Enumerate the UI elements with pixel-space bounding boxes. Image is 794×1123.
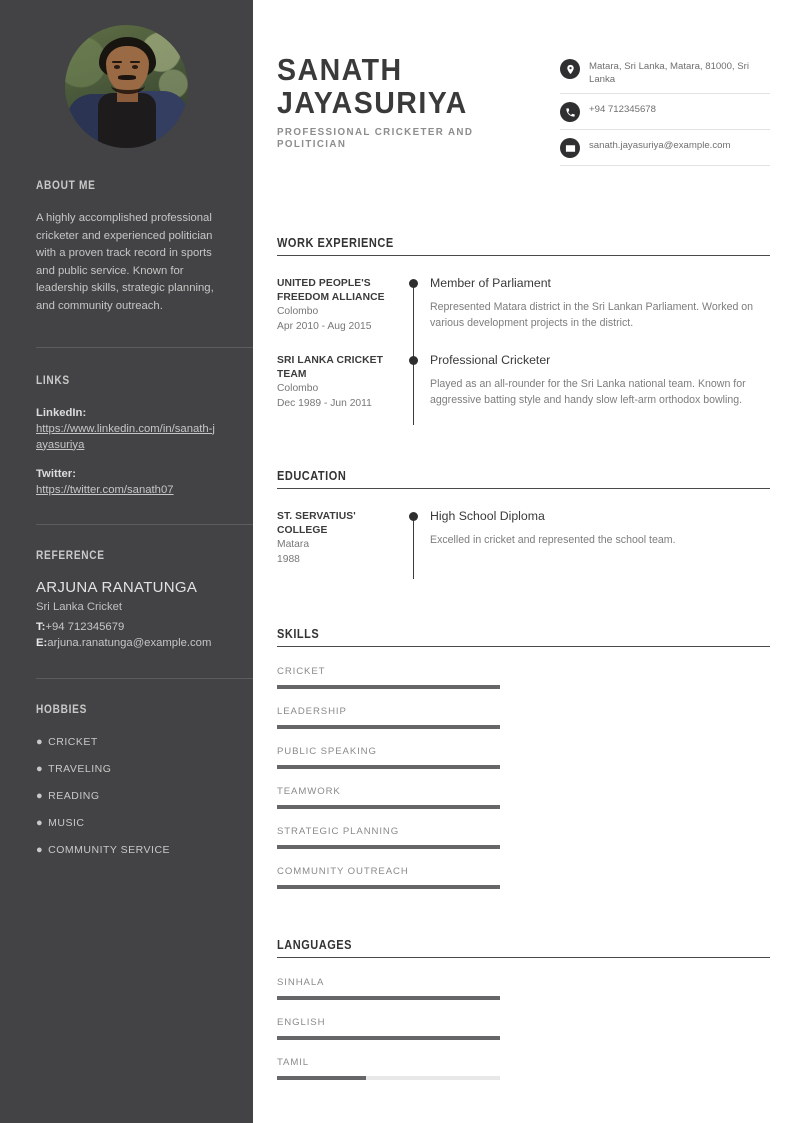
skill-item xyxy=(277,785,500,809)
section-rule xyxy=(277,255,770,256)
hobby-item xyxy=(36,729,253,756)
work-job-title: Professional Cricketer xyxy=(430,353,551,367)
reference-phone-value: +94 712345679 xyxy=(45,620,125,633)
contact-row-phone xyxy=(560,102,770,130)
languages-section xyxy=(277,938,770,1080)
sidebar-divider-3 xyxy=(36,678,253,679)
link-label: Twitter: xyxy=(36,467,76,480)
link-item xyxy=(36,466,253,498)
bullet-icon: ● xyxy=(36,816,44,829)
work-organization: SRI LANKA CRICKET TEAM xyxy=(277,355,384,380)
sidebar-divider-1 xyxy=(36,347,253,348)
links-heading: LINKS xyxy=(36,374,70,387)
education-heading: EDUCATION xyxy=(277,469,347,483)
skill-label: PUBLIC SPEAKING xyxy=(277,746,377,757)
identity-block xyxy=(277,53,560,174)
skill-label: CRICKET xyxy=(277,666,326,677)
skill-progress-track xyxy=(277,725,500,729)
location-pin-icon xyxy=(560,59,580,79)
language-item xyxy=(277,1056,500,1080)
timeline-dot-icon xyxy=(409,512,418,521)
education-entry-meta xyxy=(277,508,404,567)
sidebar-divider-2 xyxy=(36,524,253,525)
work-dates: Apr 2010 - Aug 2015 xyxy=(277,321,372,332)
contact-row-email xyxy=(560,138,770,166)
contact-row-address xyxy=(560,59,770,94)
page-title-line1: SANATH xyxy=(277,52,403,87)
work-entry-meta xyxy=(277,352,404,411)
hobby-item xyxy=(36,810,253,837)
skill-item xyxy=(277,745,500,769)
contact-phone-text: +94 712345678 xyxy=(589,104,656,115)
sidebar xyxy=(0,0,253,1123)
timeline-line xyxy=(413,358,414,425)
reference-email-value: arjuna.ranatunga@example.com xyxy=(47,637,212,650)
language-label: SINHALA xyxy=(277,977,325,988)
work-organization: UNITED PEOPLE'S FREEDOM ALLIANCE xyxy=(277,278,385,303)
reference-organization: Sri Lanka Cricket xyxy=(36,600,123,613)
timeline-dot-icon xyxy=(409,279,418,288)
bullet-icon: ● xyxy=(36,735,44,748)
skill-label: COMMUNITY OUTREACH xyxy=(277,866,409,877)
skills-section xyxy=(277,627,770,889)
contact-address-text: Matara, Sri Lanka, Matara, 81000, Sri Lanka xyxy=(589,61,749,85)
timeline-marker xyxy=(404,508,430,567)
work-experience-heading: WORK EXPERIENCE xyxy=(277,236,394,250)
skill-progress-fill xyxy=(277,765,500,769)
education-section xyxy=(277,469,770,567)
timeline-line xyxy=(413,281,414,358)
phone-icon xyxy=(560,102,580,122)
skills-heading: SKILLS xyxy=(277,627,320,641)
languages-grid xyxy=(277,960,770,1080)
reference-email-label: E: xyxy=(36,637,48,650)
education-degree-title: High School Diploma xyxy=(430,509,545,523)
skill-progress-track xyxy=(277,845,500,849)
bullet-icon: ● xyxy=(36,762,44,775)
hobby-label: CRICKET xyxy=(48,735,98,748)
education-organization: ST. SERVATIUS' COLLEGE xyxy=(277,511,356,536)
hobby-item xyxy=(36,837,253,864)
section-rule xyxy=(277,488,770,489)
work-job-title: Member of Parliament xyxy=(430,276,551,290)
skill-label: LEADERSHIP xyxy=(277,706,347,717)
language-label: ENGLISH xyxy=(277,1017,326,1028)
main-content xyxy=(253,0,794,1123)
work-dates: Dec 1989 - Jun 2011 xyxy=(277,398,372,409)
link-item xyxy=(36,405,253,453)
language-item xyxy=(277,1016,500,1040)
skill-progress-track xyxy=(277,765,500,769)
education-dates: 1988 xyxy=(277,554,300,565)
skill-item xyxy=(277,865,500,889)
education-entry xyxy=(277,508,770,567)
skill-progress-fill xyxy=(277,845,500,849)
linkedin-url-link[interactable]: https://www.linkedin.com/in/sanath-jayasuriya xyxy=(36,422,215,451)
hobby-label: COMMUNITY SERVICE xyxy=(48,843,171,856)
work-description: Played as an all-rounder for the Sri Lanka national team. Known for aggressive batting style and handy slow left-arm orthodox bowling. xyxy=(430,378,746,406)
timeline-marker xyxy=(404,275,430,334)
skill-item xyxy=(277,705,500,729)
page-title-line2: JAYASURIYA xyxy=(277,85,468,120)
section-rule xyxy=(277,646,770,647)
work-entry-body xyxy=(430,352,770,411)
skill-label: STRATEGIC PLANNING xyxy=(277,826,400,837)
skill-item xyxy=(277,665,500,689)
section-rule xyxy=(277,957,770,958)
hobby-label: TRAVELING xyxy=(48,762,112,775)
envelope-icon xyxy=(560,138,580,158)
skill-progress-fill xyxy=(277,885,500,889)
about-me-section xyxy=(36,180,253,316)
education-entry-body xyxy=(430,508,770,567)
work-entry-body xyxy=(430,275,770,334)
work-city: Colombo xyxy=(277,306,319,317)
work-description: Represented Matara district in the Sri Lankan Parliament. Worked on various development projects in the district. xyxy=(430,301,754,329)
hobbies-heading: HOBBIES xyxy=(36,703,88,716)
skills-grid xyxy=(277,649,770,889)
hobbies-section xyxy=(36,704,253,864)
skill-progress-track xyxy=(277,685,500,689)
links-section xyxy=(36,375,253,498)
education-city: Matara xyxy=(277,539,310,550)
reference-phone-row xyxy=(36,619,253,636)
avatar xyxy=(65,25,188,148)
reference-heading: REFERENCE xyxy=(36,549,105,562)
skill-label: TEAMWORK xyxy=(277,786,341,797)
link-label: LinkedIn: xyxy=(36,406,87,419)
timeline-marker xyxy=(404,352,430,411)
work-entry xyxy=(277,275,770,334)
bullet-icon: ● xyxy=(36,789,44,802)
twitter-url-link[interactable]: https://twitter.com/sanath07 xyxy=(36,483,174,496)
language-item xyxy=(277,976,500,1000)
languages-heading: LANGUAGES xyxy=(277,938,353,952)
language-progress-track xyxy=(277,996,500,1000)
header xyxy=(253,0,794,174)
skill-progress-fill xyxy=(277,805,500,809)
hobby-label: MUSIC xyxy=(48,816,85,829)
language-label: TAMIL xyxy=(277,1057,310,1068)
contact-list xyxy=(560,53,770,174)
professional-subtitle: PROFESSIONAL CRICKETER AND POLITICIAN xyxy=(277,126,474,150)
hobby-item xyxy=(36,756,253,783)
about-me-text: A highly accomplished professional cricketer and experienced politician with a proven track record in sports and public service. Known for leadership skills, strategic planning, and community outreach. xyxy=(36,212,214,312)
work-entry-meta xyxy=(277,275,404,334)
work-entry xyxy=(277,352,770,411)
about-me-heading: ABOUT ME xyxy=(36,180,96,192)
skill-progress-fill xyxy=(277,685,500,689)
avatar-portrait xyxy=(65,25,188,148)
reference-name: ARJUNA RANATUNGA xyxy=(36,578,198,596)
reference-phone-label: T: xyxy=(36,620,46,633)
language-progress-fill xyxy=(277,996,500,1000)
hobby-item xyxy=(36,783,253,810)
reference-section xyxy=(36,550,253,652)
skill-item xyxy=(277,825,500,849)
education-description: Excelled in cricket and represented the school team. xyxy=(430,534,676,546)
language-progress-track xyxy=(277,1036,500,1040)
language-progress-fill xyxy=(277,1036,500,1040)
skill-progress-fill xyxy=(277,725,500,729)
skill-progress-track xyxy=(277,805,500,809)
language-progress-fill xyxy=(277,1076,366,1080)
timeline-dot-icon xyxy=(409,356,418,365)
bullet-icon: ● xyxy=(36,843,44,856)
skill-progress-track xyxy=(277,885,500,889)
work-city: Colombo xyxy=(277,383,319,394)
reference-email-row xyxy=(36,635,253,652)
contact-email-text: sanath.jayasuriya@example.com xyxy=(589,140,731,151)
language-progress-track xyxy=(277,1076,500,1080)
work-experience-section xyxy=(277,236,770,411)
timeline-line xyxy=(413,514,414,579)
hobby-label: READING xyxy=(48,789,100,802)
